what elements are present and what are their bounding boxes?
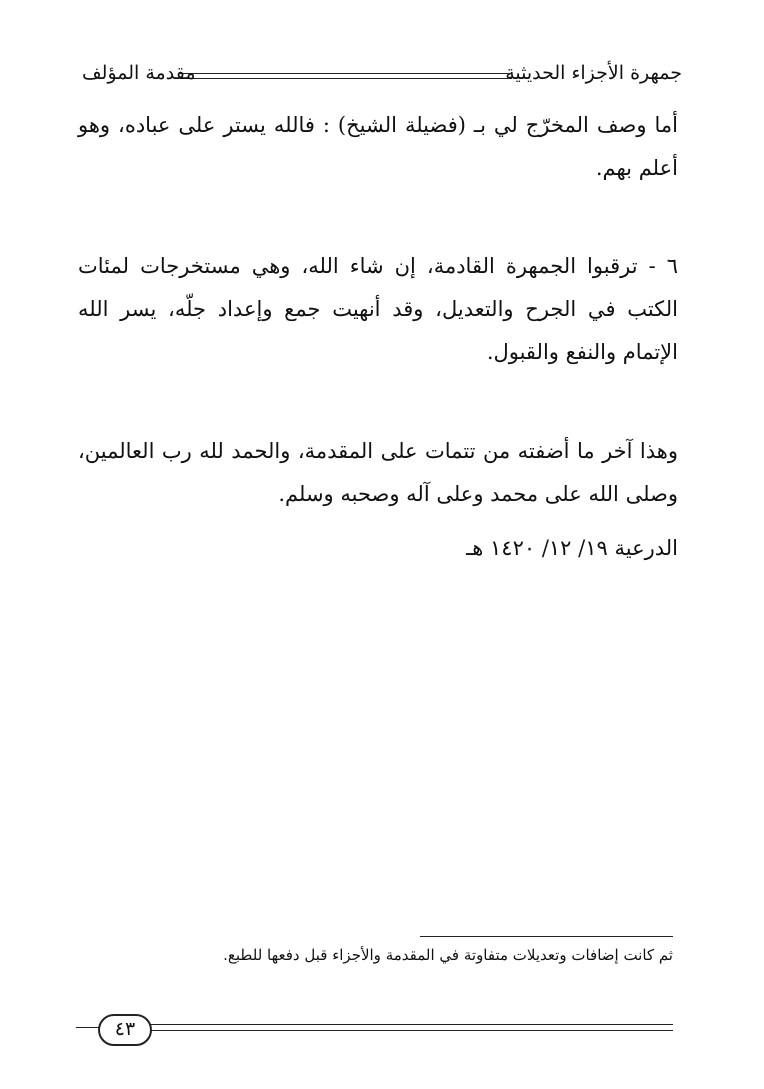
header-divider xyxy=(180,73,512,79)
footnote: ثم كانت إضافات وتعديلات متفاوتة في المقدمة والأجزاء قبل دفعها للطبع. xyxy=(223,946,673,964)
footnote-divider xyxy=(420,936,673,937)
footer-divider xyxy=(145,1024,673,1031)
paragraph-upcoming-collection: ٦ - ترقبوا الجمهرة القادمة، إن شاء الله، وهي مستخرجات لمئات الكتب في الجرح والتعديل، وقد أنهيت جمع وإعداد جلّه، يسر الله الإتمام والنفع والقبول. xyxy=(78,254,678,364)
page-number: ٤٣ xyxy=(98,1014,152,1046)
date-place-line: الدرعية ١٩/ ١٢/ ١٤٢٠ هـ xyxy=(466,536,678,560)
footer-divider-tail xyxy=(76,1027,100,1028)
paragraph-title-note: أما وصف المخرّج لي بـ (فضيلة الشيخ) : فالله يستر على عباده، وهو أعلم بهم. xyxy=(78,113,678,180)
section-title: مقدمة المؤلف xyxy=(82,62,196,84)
running-header xyxy=(82,62,682,92)
book-title: جمهرة الأجزاء الحديثية xyxy=(505,62,682,84)
paragraph-closing: وهذا آخر ما أضفته من تتمات على المقدمة، والحمد لله رب العالمين، وصلى الله على محمد وعلى آله وصحبه وسلم. xyxy=(78,439,678,506)
